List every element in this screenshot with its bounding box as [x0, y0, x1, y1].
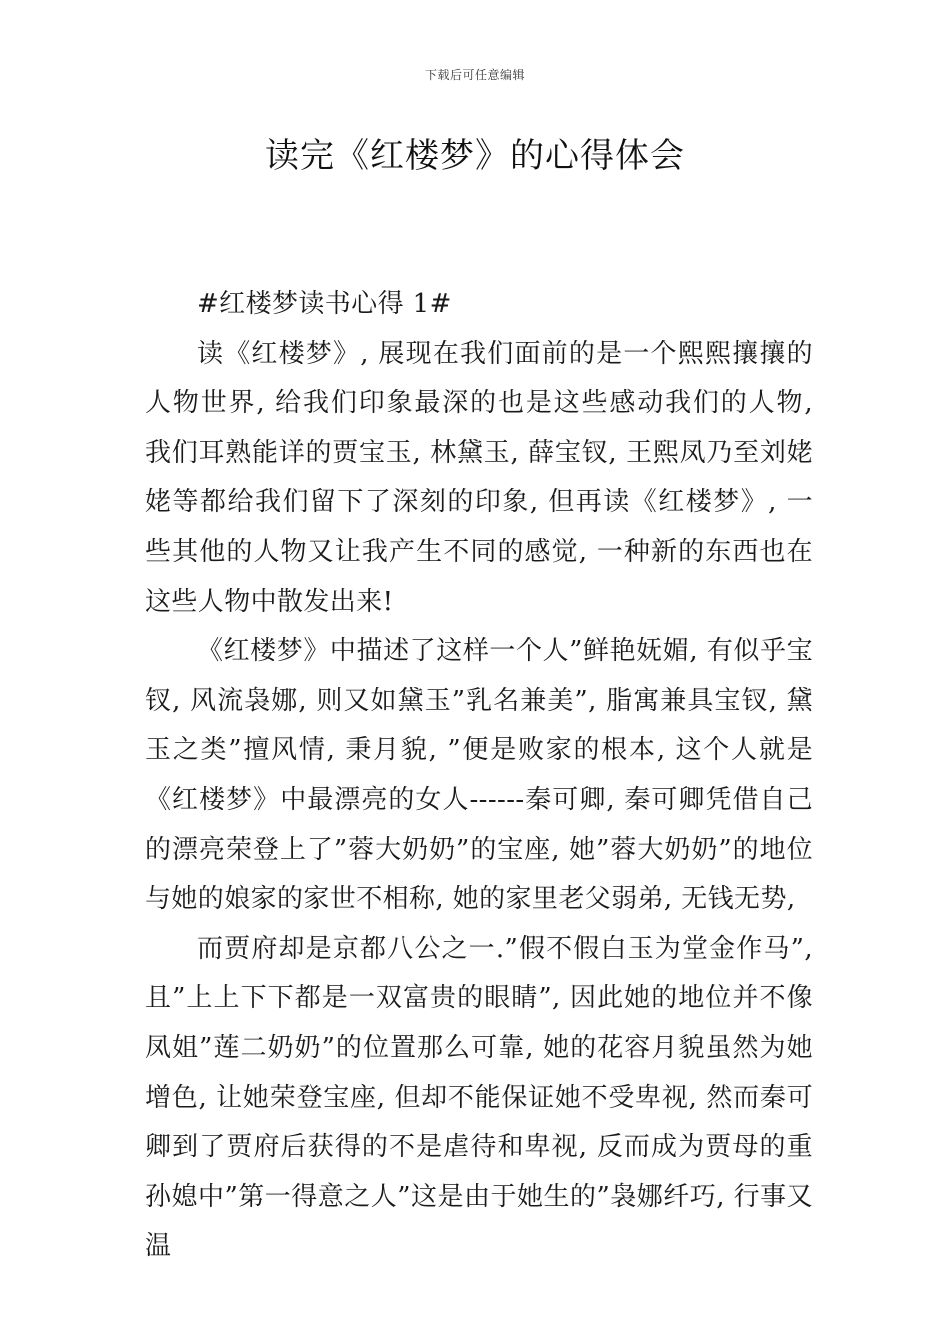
document-body — [145, 280, 813, 1272]
header-note: 下载后可任意编辑 — [424, 68, 525, 82]
paragraph: 读《红楼梦》, 展现在我们面前的是一个熙熙攘攘的人物世界, 给我们印象最深的也是这些感动我们的人物, 我们耳熟能详的贾宝玉, 林黛玉, 薛宝钗, 王熙凤乃至刘姥姥等都给我们留下了深刻的印象, 但再读《红楼梦》, 一些其他的人物又让我产生不同的感觉, 一种新的东西也在这些人物中散发出来! — [145, 338, 813, 617]
section-heading: #红楼梦读书心得 1# — [197, 289, 452, 319]
paragraph: 《红楼梦》中描述了这样一个人”鲜艳妩媚, 有似乎宝钗, 风流袅娜, 则又如黛玉”乳名兼美”, 脂寓兼具宝钗, 黛玉之类”擅风情, 秉月貌, ”便是败家的根本, 这个人就是《红楼梦》中最漂亮的女人------秦可卿, 秦可卿凭借自己的漂亮荣登上了”蓉大奶奶”的宝座, 她”蓉大奶奶”的地位与她的娘家的家世不相称, 她的家里老父弱弟, 无钱无势, — [145, 636, 813, 915]
document-title: 读完《红楼梦》的心得体会 — [265, 136, 685, 176]
paragraph: 而贾府却是京都八公之一.”假不假白玉为堂金作马”, 且”上上下下都是一双富贵的眼睛”, 因此她的地位并不像凤姐”莲二奶奶”的位置那么可靠, 她的花容月貌虽然为她增色, 让她荣登宝座, 但却不能保证她不受卑视, 然而秦可卿到了贾府后获得的不是虐待和卑视, 反而成为贾母的重孙媳中”第一得意之人”这是由于她生的”袅娜纤巧, 行事又温 — [145, 933, 813, 1262]
